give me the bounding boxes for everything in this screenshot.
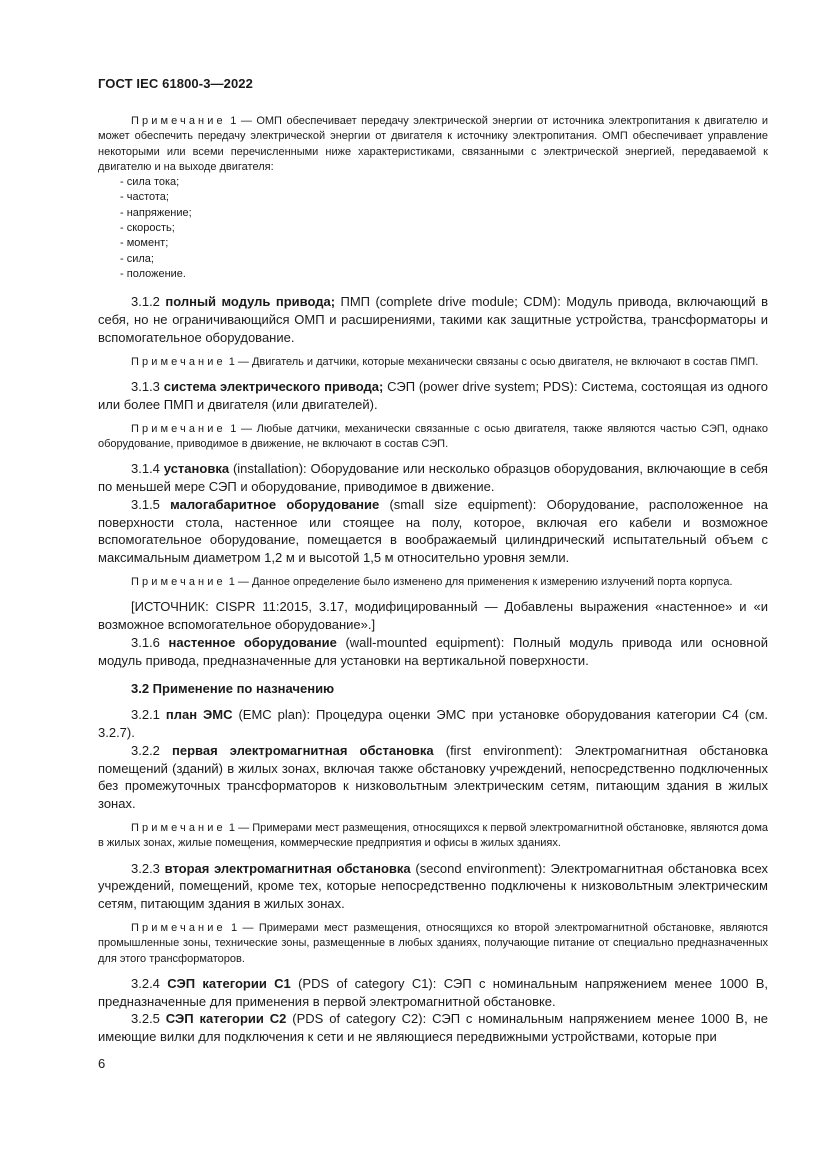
characteristics-list — [98, 175, 768, 282]
note-text: — Примерами мест размещения, относящихся к первой электромагнитной обстановке, являются дома в жилых зонах, жилые помещения, коммерческие предприятия и офисы в жилых зданиях. — [98, 821, 769, 850]
term-text: (first environment): Электромагнитная обстановка помещений (зданий) в жилых зонах, включая также обстановку учреждений, непосредственно подключенных без промежуточных трансформаторов к низковольтным электрическим сетям, питающим здания в жилых зонах. — [98, 742, 768, 812]
note-number: 1 — [228, 355, 235, 368]
term-definition-3-2-1 — [98, 706, 768, 742]
term-text: СЭП (power drive system; PDS): Система, состоящая из одного или более ПМП и двигателя (или двигателей). — [98, 378, 768, 412]
term-definition-3-1-5 — [98, 496, 768, 567]
term-name: СЭП категории С1 — [167, 975, 291, 991]
term-text: (installation): Оборудование или несколько образцов оборудования, включающие в себя по меньшей мере СЭП и оборудование, приводимое в движение. — [98, 461, 768, 494]
term-number: 3.1.2 — [131, 294, 160, 310]
note-number: 1 — [228, 575, 235, 588]
list-item: - частота; — [120, 190, 768, 205]
term-text: (EMC plan): Процедура оценки ЭМС при установке оборудования категории С4 (см. 3.2.7). — [98, 707, 768, 740]
note-label: Примечание — [131, 821, 226, 834]
note-label: Примечание — [131, 422, 226, 435]
note-block — [98, 114, 768, 175]
term-number: 3.2.1 — [131, 707, 160, 723]
term-definition-3-1-6 — [98, 634, 768, 670]
term-name: СЭП категории С2 — [165, 1011, 287, 1027]
note-text: — Примерами мест размещения, относящихся ко второй электромагнитной обстановке, являются промышленные зоны, технические зоны, размещенные в любых зданиях, получающие питание от специально предназначенных для этого трансформаторов. — [98, 921, 768, 965]
source-reference: [ИСТОЧНИК: CISPR 11:2015, 3.17, модифицированный — Добавлены выражения «настенное» и «и возможное вспомогательное оборудование».] — [98, 599, 768, 633]
note-number: 1 — [230, 115, 237, 127]
note-label: Примечание — [131, 921, 226, 934]
standard-header: ГОСТ IEC 61800-3—2022 — [98, 76, 253, 91]
term-number: 3.2.2 — [131, 742, 160, 758]
term-number: 3.2.3 — [131, 860, 160, 876]
note-block — [98, 921, 768, 967]
term-definition-3-2-3 — [98, 860, 768, 913]
page-number: 6 — [98, 1056, 106, 1071]
term-definition-3-1-2 — [98, 293, 768, 346]
list-item: - сила тока; — [120, 175, 768, 190]
list-item: - момент; — [120, 236, 768, 251]
term-text: (PDS of category C2): СЭП с номинальным напряжением менее 1000 В, не имеющие вилки для подключения к сети и не являющиеся передвижными устройствами, которые при — [98, 1011, 768, 1045]
note-block — [98, 422, 768, 453]
term-text: (small size equipment): Оборудование, расположенное на поверхности стола, настенное или стоящее на полу, которое, включая его кабели и возможное вспомогательное оборудование, помещается в воображаемый цилиндрический испытательный объем с максимальным диаметром 1,2 м и высотой 1,5 м относительно уровня земли. — [98, 496, 768, 566]
list-item: - напряжение; — [120, 206, 768, 221]
term-text: (second environment): Электромагнитная обстановка всех учреждений, помещений, кроме тех, которые непосредственно подключены к низковольтным электрическим сетям, питающим здания в жилых зонах. — [98, 860, 768, 912]
term-number: 3.1.4 — [131, 461, 160, 477]
list-item: - скорость; — [120, 221, 768, 236]
term-number: 3.2.4 — [131, 975, 160, 991]
note-text: — ОМП обеспечивает передачу электрической энергии от источника электропитания к двигателю и может обеспечить передачу электрической энергии от двигателя к источнику электропитания. ОМП обеспечивает управление некоторыми или всеми перечисленными ниже характеристиками, связанными с электрической энергией, передаваемой к двигателю и на выходе двигателя: — [98, 115, 768, 173]
term-name: установка — [163, 461, 230, 477]
term-text: ПМП (complete drive module; CDM): Модуль привода, включающий в себя, но не ограничивающийся ОМП и расширениями, такими как защитные устройства, трансформаторы и вспомогательное оборудование. — [98, 294, 768, 345]
note-text: — Данное определение было изменено для применения к измерению излучений порта корпуса. — [237, 575, 733, 588]
term-name: вторая электромагнитная обстановка — [164, 860, 411, 876]
term-number: 3.1.3 — [131, 378, 160, 394]
note-text: — Любые датчики, механически связанные с осью двигателя, также являются частью СЭП, однако оборудование, приводимое в движение, не включают в состав СЭП. — [98, 422, 768, 450]
term-text: (PDS of category C1): СЭП с номинальным напряжением менее 1000 В, предназначенные для применения в первой электромагнитной обстановке. — [98, 975, 768, 1009]
term-definition-3-2-2 — [98, 742, 768, 813]
note-block — [98, 355, 768, 370]
note-block — [98, 575, 768, 590]
note-number: 1 — [230, 422, 237, 435]
term-name: первая электромагнитная обстановка — [172, 742, 434, 758]
note-text: — Двигатель и датчики, которые механически связаны с осью двигателя, не включают в состав ПМП. — [237, 355, 759, 368]
section-heading: 3.2 Применение по назначению — [131, 681, 335, 697]
list-item: - положение. — [120, 267, 768, 282]
list-item: - сила; — [120, 252, 768, 267]
note-label: Примечание — [131, 575, 226, 588]
note-number: 1 — [228, 821, 235, 834]
term-definition-3-2-5 — [98, 1010, 768, 1046]
term-definition-3-1-4 — [98, 460, 768, 496]
term-text: (wall-mounted equipment): Полный модуль привода или основной модуль привода, предназначенные для установки на вертикальной поверхности. — [98, 634, 768, 668]
note-label: Примечание — [131, 355, 226, 368]
term-name: система электрического привода; — [163, 378, 384, 394]
term-number: 3.1.5 — [131, 496, 160, 512]
term-number: 3.1.6 — [131, 634, 160, 650]
term-name: малогабаритное оборудование — [170, 496, 380, 512]
term-name: план ЭМС — [165, 707, 233, 723]
term-number: 3.2.5 — [131, 1011, 160, 1027]
note-number: 1 — [231, 921, 238, 934]
note-block — [98, 821, 768, 852]
term-name: настенное оборудование — [168, 634, 337, 650]
term-definition-3-2-4 — [98, 975, 768, 1011]
term-name: полный модуль привода; — [165, 294, 336, 310]
page-content — [98, 114, 768, 1046]
note-label: Примечание — [131, 115, 226, 127]
term-definition-3-1-3 — [98, 378, 768, 414]
